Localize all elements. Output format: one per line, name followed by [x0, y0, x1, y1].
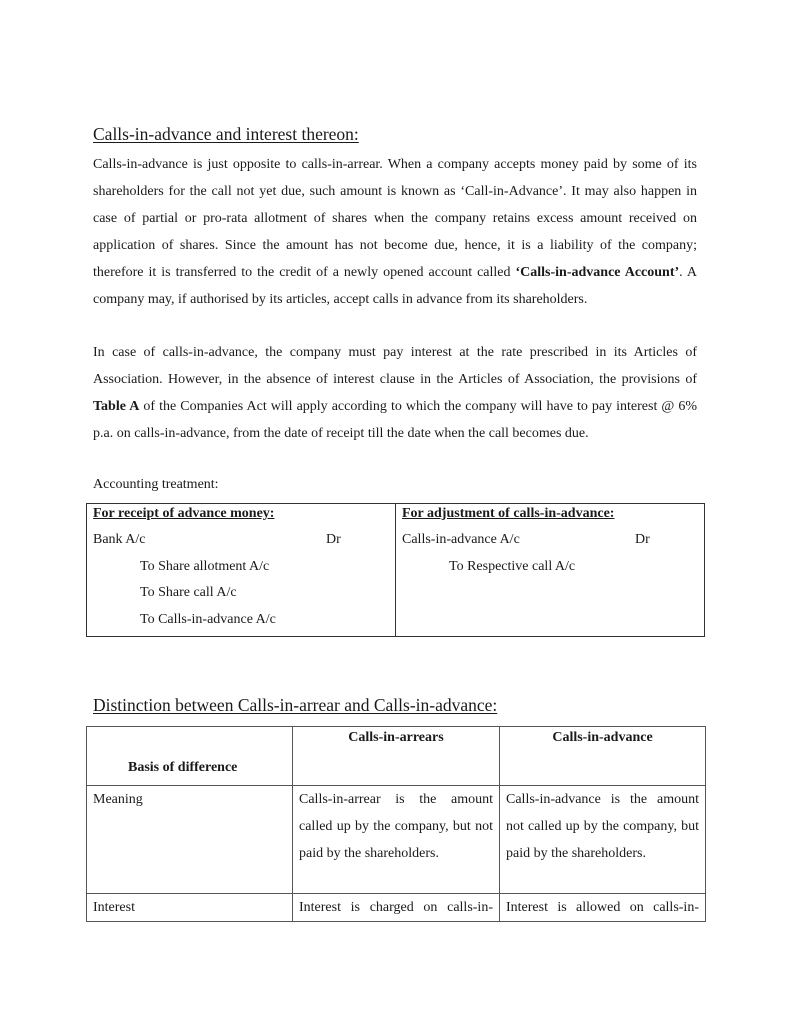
accounting-treatment-label: Accounting treatment: — [93, 477, 219, 492]
section-heading-distinction: Distinction between Calls-in-arrear and Calls-in-advance: — [93, 695, 498, 715]
distinction-table — [86, 726, 706, 922]
row-meaning-advance: Calls-in-advance is the amount not called up by the company, but paid by the shareholders. — [506, 792, 699, 861]
journal-left-credit-3: To Calls-in-advance A/c — [140, 612, 276, 627]
table-row — [87, 786, 706, 894]
para2-text-start: In case of calls-in-advance, the company must pay interest at the rate prescribed in its Articles of Association. However, in the absence of interest clause in the Articles of Association, the provisions of — [93, 345, 697, 387]
table-header-row — [87, 727, 706, 786]
table-row — [87, 894, 706, 922]
header-calls-in-advance: Calls-in-advance — [552, 730, 653, 745]
row-interest-arrears: Interest is charged on calls-in- — [299, 900, 493, 915]
journal-entries-table — [86, 503, 705, 637]
para2-text-end: of the Companies Act will apply according to which the company will have to pay interest @ 6% p.a. on calls-in-advance, from the date of receipt till the date when the call becomes due. — [93, 399, 698, 441]
journal-left-title: For receipt of advance money: — [93, 506, 275, 521]
para2-bold-table-a: Table A — [93, 399, 140, 414]
header-calls-in-arrears: Calls-in-arrears — [348, 730, 444, 745]
header-basis-of-difference: Basis of difference — [128, 760, 238, 775]
journal-right-credit-1: To Respective call A/c — [449, 559, 576, 574]
journal-left-credit-1: To Share allotment A/c — [140, 559, 270, 574]
journal-left-debit-account: Bank A/c — [93, 532, 146, 547]
journal-left-credit-2: To Share call A/c — [140, 585, 237, 600]
row-arrears-cell — [293, 786, 500, 894]
header-cell-advance — [500, 727, 706, 786]
row-interest-advance: Interest is allowed on calls-in- — [506, 900, 699, 915]
row-basis-meaning: Meaning — [93, 792, 143, 807]
row-meaning-arrears: Calls-in-arrear is the amount called up by the company, but not paid by the shareholders. — [299, 792, 493, 861]
journal-left-dr: Dr — [326, 532, 341, 547]
row-advance-cell — [500, 786, 706, 894]
paragraph-interest-on-calls — [93, 339, 697, 447]
para1-text-start: Calls-in-advance is just opposite to calls-in-arrear. When a company accepts money paid by some of its shareholders for the call not yet due, such amount is known as ‘Call-in-Advance’. It may also happen in case of partial or pro-rata allotment of shares when the company retains excess amount received on application of shares. Since the amount has not become due, hence, it is a liability of the company; therefore it is transferred to the credit of a newly opened account called — [93, 157, 697, 280]
para1-bold-account-name: ‘Calls-in-advance Account’ — [515, 265, 680, 280]
paragraph-calls-in-advance-definition — [93, 151, 697, 313]
journal-right-dr: Dr — [635, 532, 650, 547]
row-advance-cell — [500, 894, 706, 922]
journal-right-debit-account: Calls-in-advance A/c — [402, 532, 520, 547]
header-cell-arrears — [293, 727, 500, 786]
row-basis-interest: Interest — [93, 900, 135, 915]
journal-column-divider — [395, 504, 396, 636]
para1-text-end: . A company may, if authorised by its articles, accept calls in advance from its shareholders. — [93, 265, 697, 307]
row-basis-cell — [87, 894, 293, 922]
journal-right-title: For adjustment of calls-in-advance: — [402, 506, 615, 521]
section-heading-calls-in-advance: Calls-in-advance and interest thereon: — [93, 124, 359, 144]
row-arrears-cell — [293, 894, 500, 922]
header-cell-basis — [87, 727, 293, 786]
row-basis-cell — [87, 786, 293, 894]
